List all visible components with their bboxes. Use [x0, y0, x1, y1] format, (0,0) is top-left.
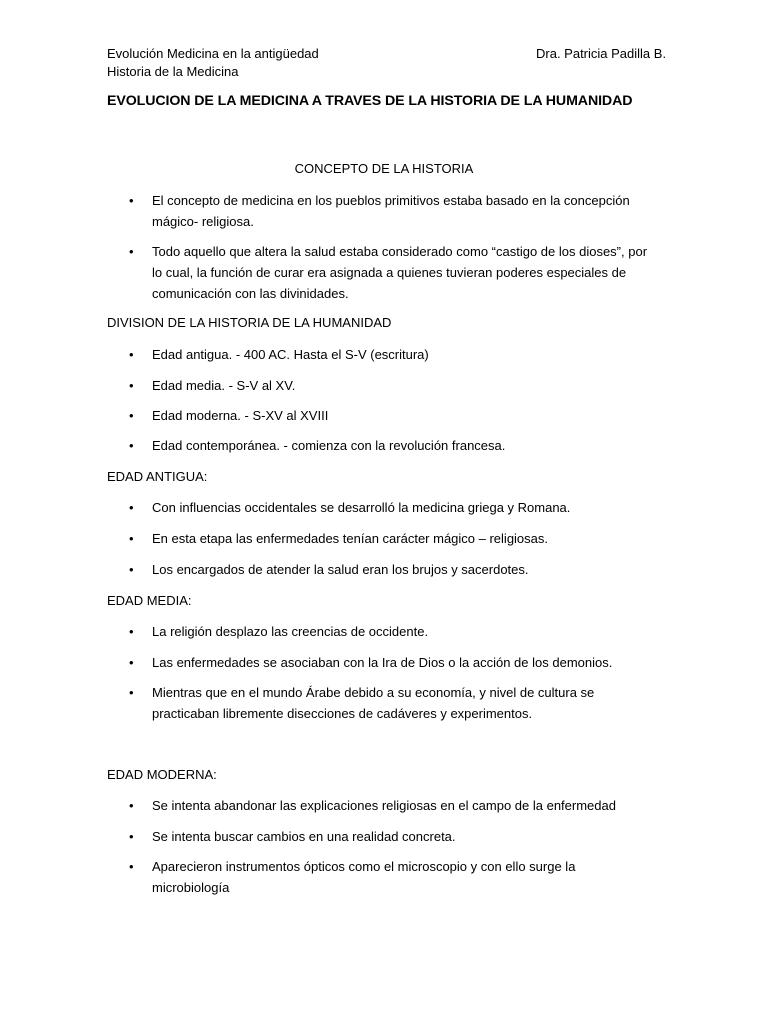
bullet-icon: •: [129, 685, 134, 700]
document-title: EVOLUCION DE LA MEDICINA A TRAVES DE LA HISTORIA DE LA HUMANIDAD: [107, 93, 633, 109]
bullet-icon: •: [129, 500, 134, 515]
list-item-text: Las enfermedades se asociaban con la Ira de Dios o la acción de los demonios.: [152, 655, 613, 670]
list-item: [129, 190, 649, 232]
list-item: [129, 241, 649, 304]
bullet-icon: •: [129, 244, 134, 259]
header-subject: Evolución Medicina en la antigüedad: [107, 46, 319, 61]
list-item: [129, 528, 649, 549]
list-item-text: Se intenta abandonar las explicaciones religiosas en el campo de la enfermedad: [152, 798, 616, 813]
list-item: [129, 621, 649, 642]
bullet-icon: •: [129, 859, 134, 874]
list-item: [129, 435, 649, 456]
bullet-icon: •: [129, 655, 134, 670]
list-item-text: Aparecieron instrumentos ópticos como el microscopio y con ello surge la microbiología: [152, 859, 576, 895]
list-item-text: Se intenta buscar cambios en una realidad concreta.: [152, 829, 456, 844]
list-item-text: El concepto de medicina en los pueblos primitivos estaba basado en la concepción mágico- religiosa.: [152, 193, 630, 229]
list-item-text: Edad moderna. - S-XV al XVIII: [152, 408, 329, 423]
section-heading-division: DIVISION DE LA HISTORIA DE LA HUMANIDAD: [107, 315, 392, 330]
list-item-text: Todo aquello que altera la salud estaba considerado como “castigo de los dioses”, por lo cual, la función de curar era asignada a quienes tuvieran poderes especiales de comunicación con las divinidades.: [152, 244, 648, 301]
list-item: [129, 497, 649, 518]
list-item-text: Los encargados de atender la salud eran los brujos y sacerdotes.: [152, 562, 529, 577]
section-heading-antigua: EDAD ANTIGUA:: [107, 469, 208, 484]
bullet-icon: •: [129, 378, 134, 393]
bullet-icon: •: [129, 531, 134, 546]
section-heading-concepto: CONCEPTO DE LA HISTORIA: [294, 161, 474, 176]
page-header-left: [107, 45, 319, 81]
bullet-icon: •: [129, 798, 134, 813]
header-author: Dra. Patricia Padilla B.: [536, 46, 667, 61]
bullet-icon: •: [129, 408, 134, 423]
list-item: [129, 795, 649, 816]
list-item: [129, 856, 649, 898]
list-item-text: Edad contemporánea. - comienza con la revolución francesa.: [152, 438, 506, 453]
list-item: [129, 652, 649, 673]
list-item-text: Mientras que en el mundo Árabe debido a su economía, y nivel de cultura se practicaban libremente disecciones de cadáveres y experimentos.: [152, 685, 595, 721]
bullet-icon: •: [129, 829, 134, 844]
list-item: [129, 682, 649, 724]
section-heading-moderna: EDAD MODERNA:: [107, 767, 217, 782]
list-item-text: Edad media. - S-V al XV.: [152, 378, 296, 393]
list-item: [129, 405, 649, 426]
bullet-icon: •: [129, 438, 134, 453]
list-item: [129, 559, 649, 580]
list-item-text: La religión desplazo las creencias de occidente.: [152, 624, 429, 639]
section-heading-media: EDAD MEDIA:: [107, 593, 192, 608]
list-item-text: Edad antigua. - 400 AC. Hasta el S-V (escritura): [152, 347, 429, 362]
list-item: [129, 344, 649, 365]
list-item-text: Con influencias occidentales se desarrolló la medicina griega y Romana.: [152, 500, 571, 515]
list-item: [129, 375, 649, 396]
bullet-icon: •: [129, 347, 134, 362]
bullet-icon: •: [129, 562, 134, 577]
list-item: [129, 826, 649, 847]
bullet-icon: •: [129, 624, 134, 639]
header-course: Historia de la Medicina: [107, 64, 239, 79]
list-item-text: En esta etapa las enfermedades tenían carácter mágico – religiosas.: [152, 531, 549, 546]
bullet-icon: •: [129, 193, 134, 208]
